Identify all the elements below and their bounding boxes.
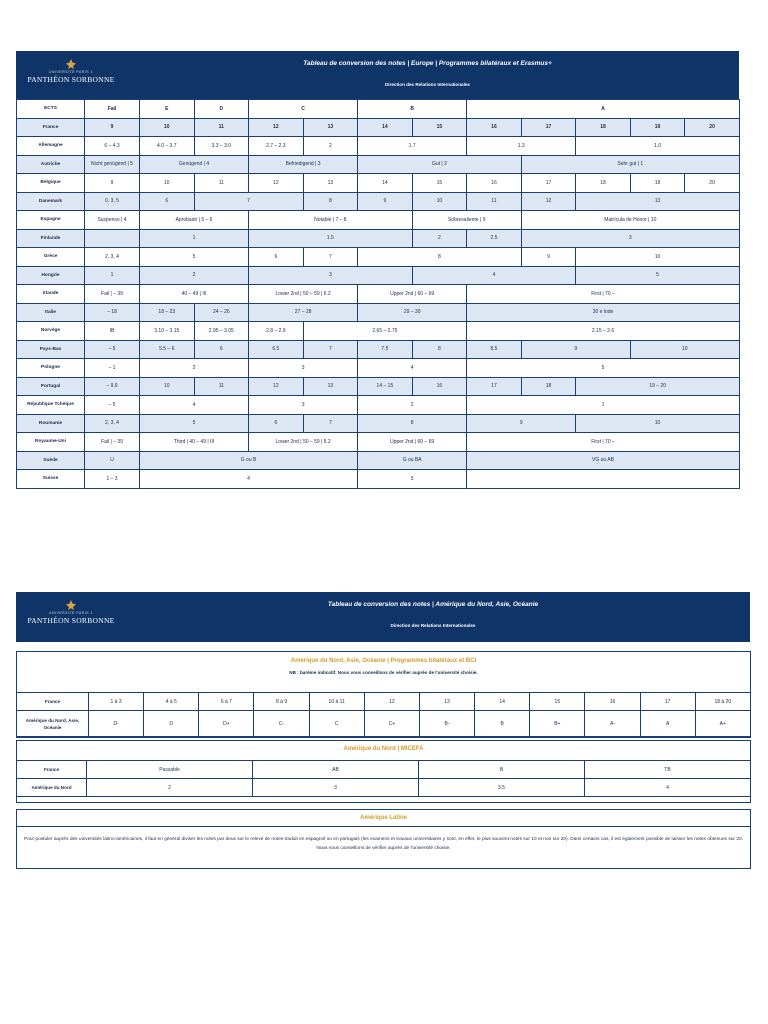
latine-text: Pour postuler auprès des universités latino-américaines, il faut en général diviser les notes par deux sur le relevé de notes traduit en espagnol ou en portugais (les examens et travaux universitaires y sont, en effet, le plus souvent notés sur 10 et non sur 20). Dans certains cas, il est également possible de laisser les notes obtenues sur 20. Nous vous conseillons de vérifier auprès de l'université choisie. <box>23 837 744 851</box>
grade-cell: 6 <box>194 340 249 359</box>
grade-cell: 10 <box>140 377 195 396</box>
table-row <box>17 285 740 304</box>
bci-france-cell: 15 <box>530 693 585 711</box>
table-row <box>17 229 740 248</box>
table-row <box>17 174 740 193</box>
bci-france-cell: 14 <box>475 693 530 711</box>
grade-cell: 13 <box>576 192 740 211</box>
bci-table <box>16 692 751 738</box>
bci-france-cell: 17 <box>640 693 695 711</box>
grade-cell: 2, 3, 4 <box>85 248 140 267</box>
grade-cell: 1.3 <box>467 137 576 156</box>
latine-heading: Amérique Latine <box>17 815 750 827</box>
grade-cell: 19 – 20 <box>576 377 740 396</box>
grade-cell: Genügend | 4 <box>140 155 249 174</box>
bci-france-cell: 10 à 11 <box>309 693 364 711</box>
grade-cell: Nicht genügend | 5 <box>85 155 140 174</box>
grade-cell: 10 <box>140 118 195 137</box>
grade-cell: 18 <box>521 377 576 396</box>
country-label: Roumanie <box>17 414 85 433</box>
grade-cell: – 9.9 <box>85 377 140 396</box>
grade-cell: 5 <box>140 248 249 267</box>
country-label: Grèce <box>17 248 85 267</box>
table-row <box>17 359 740 378</box>
bci-foreign-cell: C- <box>254 711 309 738</box>
country-label: Pologne <box>17 359 85 378</box>
university-logo <box>26 59 116 84</box>
grade-cell: E <box>140 100 195 119</box>
bci-france-cell: 12 <box>364 693 419 711</box>
grade-cell: 9 <box>85 174 140 193</box>
grade-cell: D <box>194 100 249 119</box>
grade-cell: 10 <box>576 248 740 267</box>
grade-cell: Aprobado | 5 – 6 <box>140 211 249 230</box>
bci-foreign-cell: C+ <box>364 711 419 738</box>
country-label: Italie <box>17 303 85 322</box>
grade-cell: 7 <box>303 340 358 359</box>
grade-cell: 1 <box>467 396 740 415</box>
country-label: Belgique <box>17 174 85 193</box>
europe-banner <box>16 51 739 99</box>
grade-cell: 7 <box>194 192 303 211</box>
grade-cell: 17 <box>467 377 522 396</box>
grade-cell: 10 <box>140 174 195 193</box>
grade-cell: 4 <box>358 359 467 378</box>
grade-cell: Fail | – 39 <box>85 433 140 452</box>
grade-cell: 16 <box>412 377 467 396</box>
grade-cell: 10 <box>412 192 467 211</box>
table-row <box>17 248 740 267</box>
country-label: Autriche <box>17 155 85 174</box>
grade-cell: 1.0 <box>576 137 740 156</box>
table-row <box>17 433 740 452</box>
grade-cell: 8.5 <box>467 340 522 359</box>
grade-cell: 12 <box>521 192 576 211</box>
bci-france-label: France <box>17 693 89 711</box>
grade-cell: 10 <box>576 414 740 433</box>
grade-cell: 18 <box>576 118 631 137</box>
table-row <box>17 155 740 174</box>
grade-cell: Fail <box>85 100 140 119</box>
grade-cell: – 5 <box>85 396 140 415</box>
grade-cell: G ou BA <box>358 451 467 470</box>
bci-foreign-cell: D <box>144 711 199 738</box>
grade-cell: 14 <box>358 174 413 193</box>
grade-cell: 2 <box>358 396 467 415</box>
grade-cell: 9 <box>358 192 413 211</box>
bci-france-cell: 6 à 7 <box>199 693 254 711</box>
grade-cell: 2.65 – 2.75 <box>303 322 467 341</box>
grade-cell: 40 – 49 | III <box>140 285 249 304</box>
grade-cell: 20 <box>685 118 740 137</box>
grade-cell: 8 <box>358 248 522 267</box>
grade-cell: G ou B <box>140 451 358 470</box>
crest-icon <box>66 600 76 610</box>
grade-cell: 11 <box>467 192 522 211</box>
grade-cell: 3.10 – 3.15 <box>140 322 195 341</box>
logo-university: UNIVERSITÉ PARIS 1 <box>48 70 94 74</box>
grade-cell: 16 <box>467 174 522 193</box>
grade-cell: 9 <box>85 118 140 137</box>
grade-cell: 30 e lode <box>467 303 740 322</box>
bci-france-cell: 8 à 9 <box>254 693 309 711</box>
grade-cell: 15 <box>412 174 467 193</box>
grade-cell: 5 <box>358 470 467 489</box>
grade-cell: Notable | 7 – 8 <box>249 211 413 230</box>
grade-cell: 24 – 26 <box>194 303 249 322</box>
table-row <box>17 451 740 470</box>
grade-cell: 18 – 23 <box>140 303 195 322</box>
grade-cell: 7.5 <box>358 340 413 359</box>
grade-cell: 6 <box>249 248 304 267</box>
grade-cell: VG ou AB <box>467 451 740 470</box>
grade-cell: 1.5 <box>249 229 413 248</box>
grade-cell: 3 <box>249 359 358 378</box>
grade-cell: Sobresaliente | 9 <box>412 211 521 230</box>
table-row <box>17 266 740 285</box>
bci-foreign-cell: B- <box>419 711 474 738</box>
grade-cell: 17 <box>521 118 576 137</box>
micefa-foreign-cell: 4 <box>585 779 751 797</box>
country-label: Norvège <box>17 322 85 341</box>
grade-cell: 1 <box>85 266 140 285</box>
table-row <box>17 303 740 322</box>
grade-cell: 15 <box>412 118 467 137</box>
grade-cell: First | 70 – <box>467 433 740 452</box>
grade-cell: 8 <box>412 340 467 359</box>
micefa-table <box>16 760 751 797</box>
country-label: Allemagne <box>17 137 85 156</box>
europe-conversion-table <box>16 99 740 489</box>
grade-cell: 2, 3, 4 <box>85 414 140 433</box>
bci-france-cell: 13 <box>419 693 474 711</box>
university-logo-2 <box>26 600 116 625</box>
grade-cell: 14 – 15 <box>358 377 413 396</box>
bci-foreign-cell: B+ <box>530 711 585 738</box>
country-label: France <box>17 118 85 137</box>
table-row <box>17 118 740 137</box>
grade-cell: 2 <box>303 137 358 156</box>
country-label: Suède <box>17 451 85 470</box>
grade-cell: 2 <box>140 266 249 285</box>
grade-cell: 8 <box>303 192 358 211</box>
grade-cell: 3 <box>249 266 413 285</box>
grade-cell: Matrícula de Honor | 10 <box>521 211 739 230</box>
grade-cell: 1.7 <box>358 137 467 156</box>
logo-university: UNIVERSITÉ PARIS 1 <box>48 611 94 615</box>
grade-cell: 12 <box>249 174 304 193</box>
logo-name: PANTHÉON SORBONNE <box>27 75 115 84</box>
country-label: Pays-Bas <box>17 340 85 359</box>
grade-cell: Lower 2nd | 50 – 59 | II.2 <box>249 285 358 304</box>
grade-cell: 0, 3, 5 <box>85 192 140 211</box>
europe-subtitle: Direction des Relations Internationales <box>384 82 470 87</box>
micefa-foreign-cell: 3 <box>253 779 419 797</box>
table-row <box>17 100 740 119</box>
micefa-france-cell: AB <box>253 761 419 779</box>
grade-cell: 9 <box>521 248 576 267</box>
grade-cell: 2.5 <box>467 229 522 248</box>
grade-cell: Upper 2nd | 60 – 69 <box>358 285 467 304</box>
grade-cell: IB <box>85 322 140 341</box>
table-row <box>17 322 740 341</box>
grade-cell: 9 <box>467 414 576 433</box>
grade-cell: 19 <box>630 174 685 193</box>
grade-cell: Gut | 2 <box>358 155 522 174</box>
grade-cell: 12 <box>249 377 304 396</box>
bci-foreign-cell: B <box>475 711 530 738</box>
country-label: Suisse <box>17 470 85 489</box>
grade-cell: 20 <box>685 174 740 193</box>
grade-cell: A <box>467 100 740 119</box>
grade-cell: 13 <box>303 174 358 193</box>
grade-cell: 3 <box>521 229 739 248</box>
bci-foreign-cell: D- <box>89 711 144 738</box>
grade-cell: 11 <box>194 377 249 396</box>
monde-title: Tableau de conversion des notes | Amérique du Nord, Asie, Océanie <box>327 601 539 608</box>
grade-cell: 2.15 – 2.6 <box>467 322 740 341</box>
grade-cell: 3 <box>249 396 358 415</box>
grade-cell: Fail | – 39 <box>85 285 140 304</box>
grade-cell: 1 – 3 <box>85 470 140 489</box>
bci-foreign-cell: A- <box>585 711 640 738</box>
table-row <box>17 470 740 489</box>
grade-cell: 6 – 4.3 <box>85 137 140 156</box>
grade-cell: U <box>85 451 140 470</box>
bci-heading: Amérique du Nord, Asie, Océanie | Programmes bilatéraux et BCI <box>290 658 477 664</box>
grade-cell: 10 <box>630 340 739 359</box>
grade-cell: 7 <box>303 414 358 433</box>
grade-cell: B <box>358 100 467 119</box>
bci-section <box>16 651 751 737</box>
micefa-foreign-cell: 3.5 <box>419 779 585 797</box>
bci-foreign-cell: A <box>640 711 695 738</box>
grade-cell: 2 <box>140 359 249 378</box>
grade-cell: 13 <box>303 118 358 137</box>
micefa-foreign-cell: 2 <box>87 779 253 797</box>
table-row <box>17 377 740 396</box>
grade-cell: 7 <box>303 248 358 267</box>
grade-cell: – 1 <box>85 359 140 378</box>
grade-cell: 6 <box>249 414 304 433</box>
bci-france-cell: 1 à 3 <box>89 693 144 711</box>
table-row <box>17 396 740 415</box>
grade-cell: 12 <box>249 118 304 137</box>
grade-cell: Suspenso | 4 <box>85 211 140 230</box>
grade-cell: Lower 2nd | 50 – 59 | II.2 <box>249 433 358 452</box>
grade-cell: 1 <box>140 229 249 248</box>
micefa-foreign-label: Amérique du Nord <box>17 779 87 797</box>
micefa-france-cell: TB <box>585 761 751 779</box>
micefa-france-cell: B <box>419 761 585 779</box>
monde-banner <box>16 592 750 642</box>
bci-foreign-cell: D+ <box>199 711 254 738</box>
grade-cell: Third | 40 – 49 | III <box>140 433 249 452</box>
grade-cell: 29 – 30 <box>358 303 467 322</box>
grade-cell: 6 <box>140 192 195 211</box>
grade-cell: 17 <box>521 174 576 193</box>
grade-cell: 4 <box>140 396 249 415</box>
grade-cell: 4 <box>412 266 576 285</box>
micefa-france-cell: Passable <box>87 761 253 779</box>
country-label: Hongrie <box>17 266 85 285</box>
country-label: Finlande <box>17 229 85 248</box>
country-label: ECTS <box>17 100 85 119</box>
grade-cell: 14 <box>358 118 413 137</box>
grade-cell: 6.5 <box>249 340 304 359</box>
grade-cell: 5 <box>467 359 740 378</box>
bci-france-cell: 4 à 5 <box>144 693 199 711</box>
grade-cell: 13 <box>303 377 358 396</box>
grade-cell: 11 <box>194 118 249 137</box>
grade-cell: Sehr gut | 1 <box>521 155 739 174</box>
grade-cell: 2.7 – 2.3 <box>249 137 304 156</box>
grade-cell: Upper 2nd | 60 – 69 <box>358 433 467 452</box>
table-row <box>17 211 740 230</box>
grade-cell: 5 <box>140 414 249 433</box>
grade-cell: 19 <box>630 118 685 137</box>
country-label: Royaume-Uni <box>17 433 85 452</box>
grade-cell: 8 <box>358 414 467 433</box>
crest-icon <box>66 59 76 69</box>
bci-foreign-cell: A+ <box>695 711 750 738</box>
grade-cell <box>85 229 140 248</box>
table-row <box>17 414 740 433</box>
country-label: République Tchèque <box>17 396 85 415</box>
micefa-france-label: France <box>17 761 87 779</box>
europe-title: Tableau de conversion des notes | Europe | Programmes bilatéraux et Erasmus+ <box>303 60 552 67</box>
grade-cell: First | 70 – <box>467 285 740 304</box>
bci-france-cell: 18 à 20 <box>695 693 750 711</box>
micefa-section <box>16 740 751 803</box>
country-label: Espagne <box>17 211 85 230</box>
grade-cell: 9 <box>521 340 630 359</box>
latine-section <box>16 809 751 869</box>
grade-cell: 2 <box>412 229 467 248</box>
grade-cell: 16 <box>467 118 522 137</box>
grade-cell: 5 <box>576 266 740 285</box>
logo-name: PANTHÉON SORBONNE <box>27 616 115 625</box>
grade-cell: 27 – 28 <box>249 303 358 322</box>
grade-cell: C <box>249 100 358 119</box>
bci-france-cell: 16 <box>585 693 640 711</box>
micefa-heading: Amérique du Nord | MICEFA <box>343 746 424 752</box>
grade-cell: Befriedigend | 3 <box>249 155 358 174</box>
grade-cell: 2.8 – 2.9 <box>249 322 304 341</box>
grade-cell: 11 <box>194 174 249 193</box>
grade-cell <box>467 470 740 489</box>
bci-note: NB : barème indicatif. Nous vous conseillons de vérifier auprès de l'université choisie. <box>289 670 478 675</box>
monde-subtitle: Direction des Relations Internationales <box>390 623 476 628</box>
bci-foreign-label: Amérique du Nord, Asie, Océanie <box>17 711 89 738</box>
country-label: Portugal <box>17 377 85 396</box>
grade-cell: 4.0 – 3.7 <box>140 137 195 156</box>
country-label: Danemark <box>17 192 85 211</box>
grade-cell: 3.3 – 3.0 <box>194 137 249 156</box>
grade-cell: 5.5 – 6 <box>140 340 195 359</box>
grade-cell: – 5 <box>85 340 140 359</box>
grade-cell: – 18 <box>85 303 140 322</box>
grade-cell: 18 <box>576 174 631 193</box>
bci-foreign-cell: C <box>309 711 364 738</box>
table-row <box>17 340 740 359</box>
country-label: Irlande <box>17 285 85 304</box>
grade-cell: 4 <box>140 470 358 489</box>
grade-cell: 2.95 – 3.05 <box>194 322 249 341</box>
table-row <box>17 192 740 211</box>
table-row <box>17 137 740 156</box>
